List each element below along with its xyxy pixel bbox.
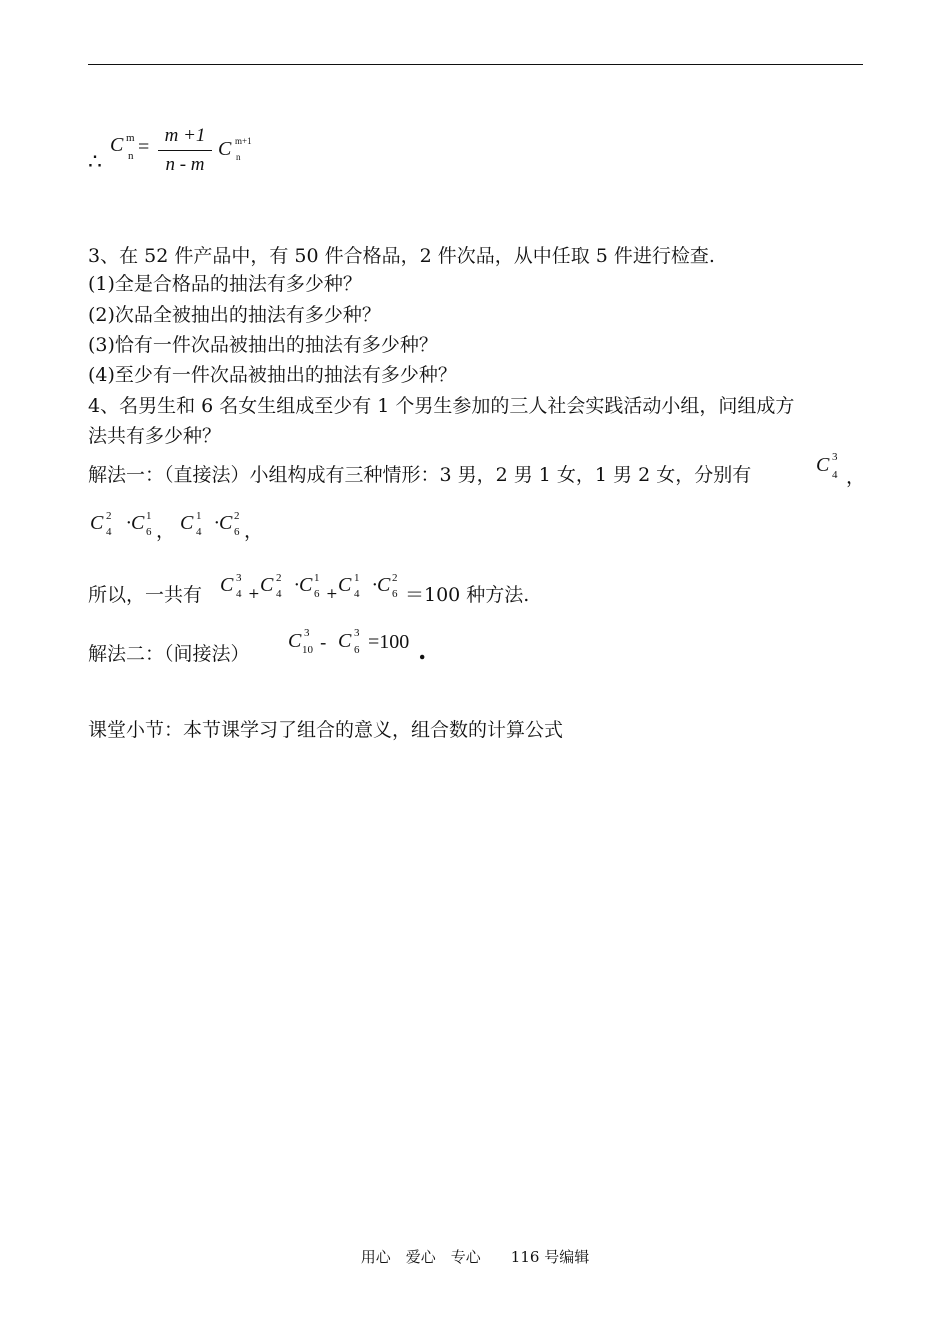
c-symbol: C	[288, 630, 302, 652]
formula-equals: =	[138, 136, 150, 158]
term-c61	[126, 510, 152, 538]
formula-numerator: m +1	[158, 125, 212, 151]
term-c6-3	[338, 627, 360, 656]
c-sup: 3	[832, 451, 838, 463]
formula-lhs	[110, 132, 135, 162]
term-c42	[90, 510, 112, 538]
formula-rhs	[218, 136, 252, 162]
method2-label: 解法二：（间接法）	[88, 643, 250, 665]
term-c41	[180, 510, 202, 538]
c-sup: 3	[354, 627, 360, 639]
problem4-line1: 4、名男生和 6 名女生组成至少有 1 个男生参加的三人社会实践活动小组，问组成方	[88, 395, 795, 417]
method1-comma: ，	[846, 466, 866, 488]
c-symbol: C	[220, 574, 234, 596]
c-symbol: C	[260, 574, 274, 596]
problem4-line2: 法共有多少种？	[88, 425, 222, 447]
formula-lhs-sup: m	[126, 132, 135, 144]
plus-sign: +	[326, 586, 338, 602]
total-suffix: ＝100 种方法.	[405, 584, 530, 606]
c-symbol: C	[90, 512, 104, 534]
formula-rhs-sup: m+1	[235, 136, 252, 146]
c-sup: 1	[314, 572, 320, 584]
formula-rhs-c: C	[218, 138, 232, 160]
method2-expression	[288, 627, 448, 666]
method1-text: 解法一：（直接法）小组构成有三种情形：3 男，2 男 1 女，1 男 2 女，分别有	[88, 464, 752, 486]
c-sup: 1	[354, 572, 360, 584]
term-c10-3	[288, 627, 313, 656]
problem3-q4: (4)至少有一件次品被抽出的抽法有多少种？	[88, 364, 457, 386]
term-c41	[338, 572, 360, 600]
c-sub: 10	[302, 644, 313, 656]
c-sup: 2	[106, 510, 112, 522]
c-sub: 6	[314, 588, 320, 600]
problem3-q3: (3)恰有一件次品被抽出的抽法有多少种？	[88, 334, 438, 356]
formula-therefore: ∴	[88, 150, 102, 175]
term-c61	[294, 572, 320, 600]
problem3-q1: (1)全是合格品的抽法有多少种？	[88, 273, 362, 295]
c-symbol: ·C	[126, 512, 145, 534]
c-sub: 6	[392, 588, 398, 600]
c-sub: 4	[106, 526, 112, 538]
c-sub: 4	[354, 588, 360, 600]
c-sup: 2	[234, 510, 240, 522]
term-c62	[372, 572, 398, 600]
c-sup: 3	[304, 627, 310, 639]
c-symbol: ·C	[214, 512, 233, 534]
sep-comma: ，	[244, 520, 264, 542]
plus-sign: +	[248, 586, 260, 602]
term-c42	[260, 572, 282, 600]
c-sub: 6	[234, 526, 240, 538]
header-rule	[88, 64, 863, 65]
formula-denominator: n - m	[165, 154, 205, 175]
c-sub: 6	[354, 644, 360, 656]
formula-rhs-sub: n	[236, 152, 241, 162]
result-value: =100	[368, 631, 410, 653]
c-sup: 1	[196, 510, 202, 522]
c-symbol: C	[816, 454, 830, 476]
c-sup: 1	[146, 510, 152, 522]
c-sub: 4	[276, 588, 282, 600]
c-sup: 3	[236, 572, 242, 584]
method1-terms-row	[90, 512, 290, 542]
term-c43	[220, 572, 242, 600]
c-sub: 6	[146, 526, 152, 538]
period: .	[418, 636, 427, 665]
c-symbol: C	[338, 630, 352, 652]
c-sub: 4	[196, 526, 202, 538]
formula-lhs-c: C	[110, 134, 124, 156]
page-footer: 用心 爱心 专心 116 号编辑	[360, 1248, 590, 1266]
problem3-intro: 3、在 52 件产品中，有 50 件合格品，2 件次品，从中任取 5 件进行检查.	[88, 245, 715, 267]
method1-first-term	[816, 451, 838, 481]
formula-lhs-sub: n	[128, 150, 134, 162]
term-c62	[214, 510, 240, 538]
c-sub: 4	[832, 469, 838, 481]
total-prefix: 所以，一共有	[88, 584, 203, 606]
sep-comma: ，	[156, 520, 176, 542]
minus-sign: -	[320, 632, 327, 654]
formula-fraction	[158, 125, 212, 176]
c-sup: 2	[392, 572, 398, 584]
c-sup: 2	[276, 572, 282, 584]
c-symbol: ·C	[294, 574, 313, 596]
problem3-q2: (2)次品全被抽出的抽法有多少种？	[88, 304, 381, 326]
c-symbol: C	[180, 512, 194, 534]
lesson-summary: 课堂小节：本节课学习了组合的意义，组合数的计算公式	[88, 719, 564, 741]
c-symbol: C	[338, 574, 352, 596]
c-symbol: ·C	[372, 574, 391, 596]
c-sub: 4	[236, 588, 242, 600]
